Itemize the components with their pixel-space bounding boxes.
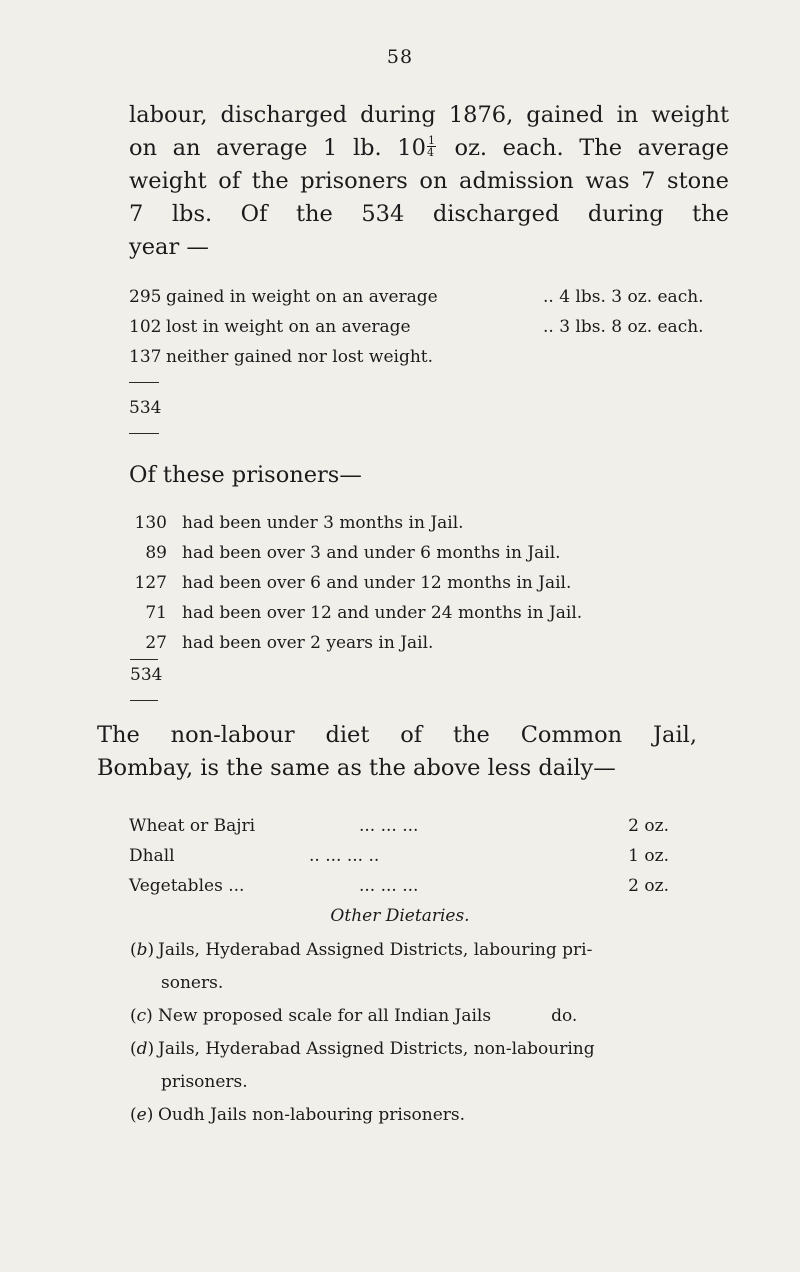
diet-line-2: Bombay, is the same as the above less daily—	[97, 755, 616, 781]
fraction-one-quarter	[427, 135, 436, 158]
list-item	[130, 628, 750, 658]
sum-rule-top	[129, 382, 159, 383]
count: 137	[129, 347, 162, 367]
list-item	[130, 568, 750, 598]
diet-item	[129, 841, 521, 871]
description: had been over 6 and under 12 months in Jail.	[182, 573, 572, 593]
description: gained in weight on an average	[166, 287, 438, 307]
entry-letter: (c)	[130, 1006, 153, 1026]
other-dietaries-heading: Other Dietaries.	[330, 906, 470, 926]
entry-text: Jails, Hyderabad Assigned Districts, non-labouring	[158, 1039, 595, 1059]
fraction-numerator: 1	[427, 133, 435, 147]
entry-letter: (e)	[130, 1105, 154, 1125]
diet-table	[129, 811, 689, 901]
entry-text: New proposed scale for all Indian Jails	[158, 1006, 492, 1026]
list-item	[130, 598, 750, 628]
sum-rule-bottom-2	[130, 700, 158, 701]
description: had been under 3 months in Jail.	[182, 513, 464, 533]
list-item	[129, 312, 729, 342]
entry-continuation: prisoners.	[161, 1072, 248, 1092]
list-item	[130, 508, 750, 538]
table-row	[129, 841, 689, 871]
diet-amount: 2 oz.	[628, 876, 669, 896]
diet-amount: 2 oz.	[628, 816, 669, 836]
value: .. 4 lbs. 3 oz. each.	[543, 287, 704, 307]
count: 295	[129, 287, 162, 307]
description: had been over 2 years in Jail.	[182, 633, 434, 653]
count: 102	[129, 317, 162, 337]
description: had been over 3 and under 6 months in Jail.	[182, 543, 561, 563]
value: .. 3 lbs. 8 oz. each.	[543, 317, 704, 337]
ditto-mark: do.	[551, 1006, 578, 1026]
diet-paragraph	[97, 719, 697, 785]
description: had been over 12 and under 24 months in Jail.	[182, 603, 583, 623]
diet-amount: 1 oz.	[628, 846, 669, 866]
list-item	[130, 538, 750, 568]
entry-continuation: soners.	[161, 973, 224, 993]
weight-total: 534	[129, 398, 162, 418]
intro-line-4: 7 lbs. Of the 534 discharged during the	[129, 201, 729, 227]
page-number: 58	[386, 46, 414, 68]
sum-rule-bottom	[129, 433, 159, 434]
count: 71	[145, 603, 167, 623]
diet-item	[129, 811, 521, 841]
list-item	[129, 282, 729, 312]
count: 27	[145, 633, 167, 653]
weight-change-list	[129, 282, 729, 372]
prison-duration-list	[130, 508, 750, 658]
item-label: Wheat or Bajri	[129, 816, 256, 836]
entry-letter: (d)	[130, 1039, 155, 1059]
leader-dots: .. ... ... ..	[309, 846, 380, 866]
list-item	[130, 1033, 730, 1099]
diet-line-1: The non-labour diet of the Common Jail,	[97, 722, 697, 748]
list-item	[130, 1000, 730, 1033]
sum-rule-top-2	[130, 659, 158, 660]
intro-line-5: year —	[129, 234, 209, 260]
intro-line-2-start: on an average 1 lb. 10	[129, 135, 426, 161]
intro-line-2-end: oz. each. The average	[454, 135, 729, 161]
entry-text: Jails, Hyderabad Assigned Districts, labouring pri-	[158, 940, 593, 960]
intro-line-1: labour, discharged during 1876, gained in weight	[129, 102, 729, 128]
table-row	[129, 871, 689, 901]
intro-line-3: weight of the prisoners on admission was 7 stone	[129, 168, 729, 194]
prisoner-total: 534	[130, 665, 163, 685]
value	[543, 342, 729, 372]
count: 130	[134, 513, 167, 533]
count: 127	[134, 573, 167, 593]
item-label: Dhall	[129, 846, 175, 866]
description: neither gained nor lost weight.	[166, 347, 434, 367]
entry-text: Oudh Jails non-labouring prisoners.	[158, 1105, 466, 1125]
list-item	[130, 934, 730, 1000]
diet-item	[129, 871, 521, 901]
entry-letter: (b)	[130, 940, 155, 960]
description: lost in weight on an average	[166, 317, 411, 337]
leader-dots: ... ... ...	[359, 876, 419, 896]
table-row	[129, 811, 689, 841]
list-item	[130, 1099, 730, 1132]
fraction-denominator: 4	[426, 145, 434, 159]
intro-line-2	[129, 132, 729, 165]
list-item	[129, 342, 729, 372]
intro-paragraph	[129, 99, 729, 264]
prisoners-heading: Of these prisoners—	[129, 462, 362, 488]
leader-dots: ... ... ...	[359, 816, 419, 836]
count: 89	[145, 543, 167, 563]
item-label: Vegetables ...	[129, 876, 245, 896]
dietaries-list	[130, 934, 730, 1132]
